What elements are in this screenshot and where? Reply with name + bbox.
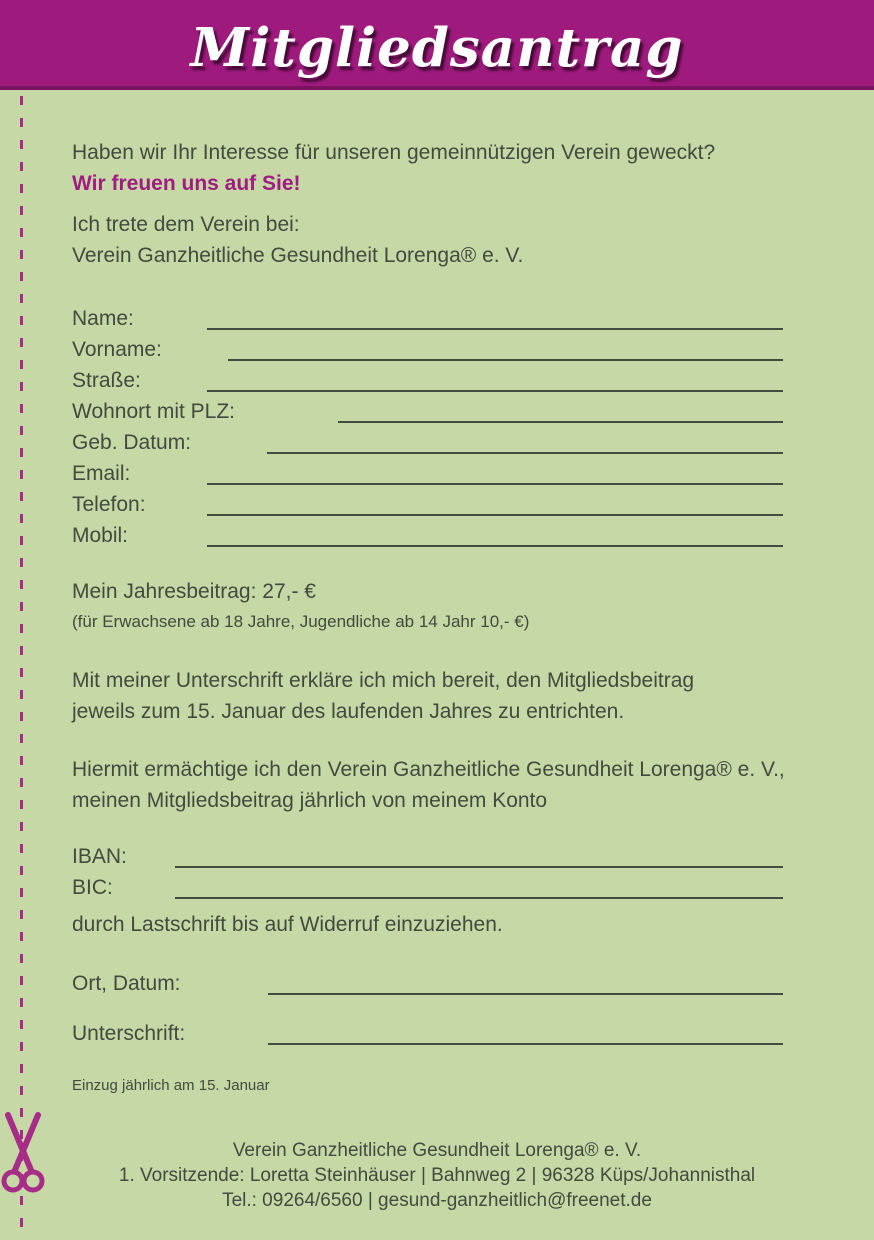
field-writein-line-unterschrift[interactable] (268, 1018, 783, 1045)
field-row-telefon (72, 489, 783, 520)
field-writein-line-mobil[interactable] (207, 520, 783, 547)
field-label-bic: BIC: (72, 876, 113, 899)
field-row-ort-datum (72, 968, 783, 999)
join-statement: Ich trete dem Verein bei: (72, 213, 300, 236)
field-label-wohnort: Wohnort mit PLZ: (72, 400, 235, 423)
form-content (72, 137, 783, 1097)
collection-note: Einzug jährlich am 15. Januar (72, 1077, 270, 1094)
field-writein-line-wohnort[interactable] (338, 396, 783, 423)
footer-contact: Tel.: 09264/6560 | gesund-ganzheitlich@freenet.de (222, 1190, 652, 1211)
field-label-iban: IBAN: (72, 845, 127, 868)
mandate-closing: durch Lastschrift bis auf Widerruf einzuziehen. (72, 913, 503, 936)
field-label-strasse: Straße: (72, 369, 141, 392)
field-label-unterschrift: Unterschrift: (72, 1022, 186, 1045)
field-writein-line-iban[interactable] (175, 841, 783, 868)
field-row-strasse (72, 365, 783, 396)
field-row-wohnort (72, 396, 783, 427)
intro-welcome: Wir freuen uns auf Sie! (72, 172, 301, 195)
field-label-telefon: Telefon: (72, 493, 146, 516)
mandate-line-1: Hiermit ermächtige ich den Verein Ganzheitliche Gesundheit Lorenga® e. V., (72, 758, 785, 781)
declaration-line-2: jeweils zum 15. Januar des laufenden Jahres zu entrichten. (72, 700, 625, 723)
page-title: Mitgliedsantrag (190, 17, 684, 79)
field-writein-line-strasse[interactable] (207, 365, 783, 392)
field-writein-line-ort-datum[interactable] (268, 968, 783, 995)
field-writein-line-telefon[interactable] (207, 489, 783, 516)
fee-amount: Mein Jahresbeitrag: 27,- € (72, 580, 316, 603)
association-name: Verein Ganzheitliche Gesundheit Lorenga® e. V. (72, 244, 524, 267)
field-label-mobil: Mobil: (72, 524, 129, 547)
field-label-gebdatum: Geb. Datum: (72, 431, 192, 454)
fee-block (72, 576, 783, 637)
footer-association-name: Verein Ganzheitliche Gesundheit Lorenga® e. V. (232, 1140, 642, 1161)
page-header (0, 0, 874, 90)
field-label-email: Email: (72, 462, 131, 485)
field-label-name: Name: (72, 307, 134, 330)
field-row-email (72, 458, 783, 489)
field-row-unterschrift (72, 1018, 783, 1049)
field-row-name (72, 303, 783, 334)
intro-block (72, 137, 783, 199)
intro-question: Haben wir Ihr Interesse für unseren gemeinnützigen Verein geweckt? (72, 141, 716, 164)
field-row-iban (72, 841, 783, 872)
personal-data-fields (72, 303, 783, 551)
page-footer (0, 1138, 874, 1213)
footer-address: 1. Vorsitzende: Loretta Steinhäuser | Bahnweg 2 | 96328 Küps/Johannisthal (118, 1165, 756, 1186)
field-writein-line-bic[interactable] (175, 872, 783, 899)
field-row-mobil (72, 520, 783, 551)
field-writein-line-name[interactable] (207, 303, 783, 330)
field-row-gebdatum (72, 427, 783, 458)
dashed-cut-line (20, 96, 23, 1240)
field-label-ort-datum: Ort, Datum: (72, 972, 181, 995)
field-label-vorname: Vorname: (72, 338, 162, 361)
fee-note: (für Erwachsene ab 18 Jahre, Jugendliche ab 14 Jahr 10,- €) (72, 612, 530, 631)
field-row-bic (72, 872, 783, 903)
field-writein-line-gebdatum[interactable] (267, 427, 783, 454)
bank-fields (72, 841, 783, 903)
declaration-line-1: Mit meiner Unterschrift erkläre ich mich bereit, den Mitgliedsbeitrag (72, 669, 695, 692)
field-row-vorname (72, 334, 783, 365)
mandate-line-2: meinen Mitgliedsbeitrag jährlich von meinem Konto (72, 789, 548, 812)
field-writein-line-email[interactable] (207, 458, 783, 485)
debit-mandate-block (72, 754, 783, 816)
join-block (72, 209, 783, 271)
field-writein-line-vorname[interactable] (228, 334, 783, 361)
declaration-block (72, 665, 783, 727)
